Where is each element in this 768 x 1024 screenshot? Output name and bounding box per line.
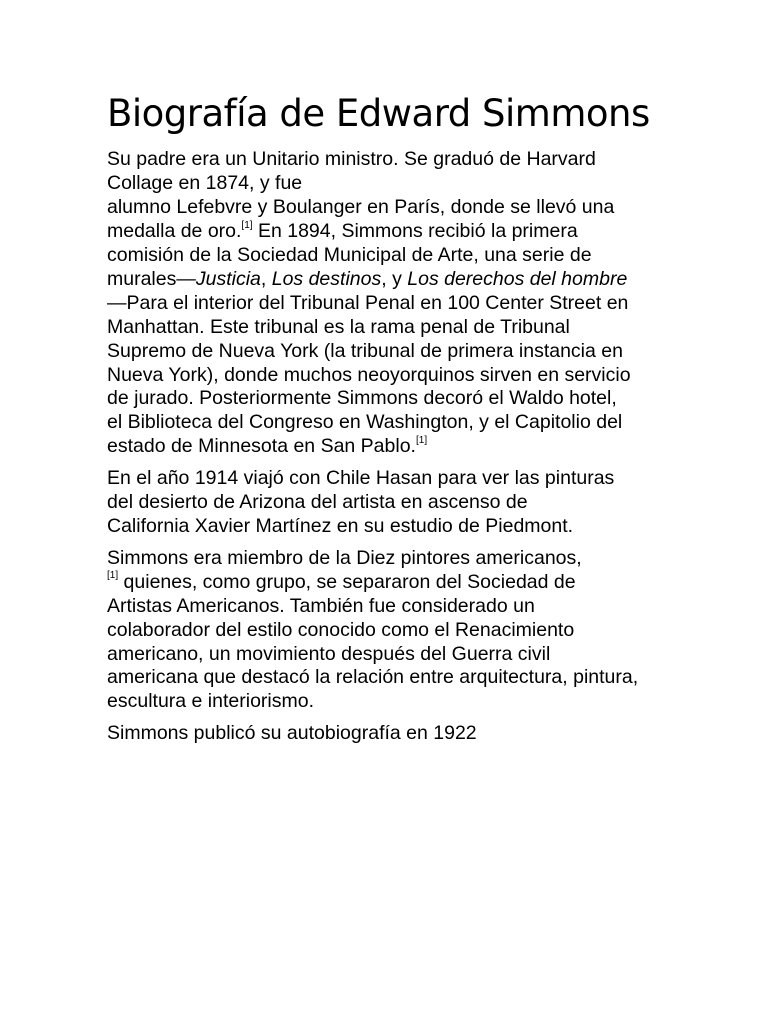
text-line: el Biblioteca del Congreso en Washington, y el Capitolio del bbox=[107, 411, 623, 434]
text-line: Supremo de Nueva York (la tribunal de primera instancia en bbox=[107, 339, 623, 362]
text-line: California Xavier Martínez en su estudio de Piedmont. bbox=[107, 514, 574, 537]
mural-title-derechos: Los derechos del hombre bbox=[407, 267, 628, 290]
text-line: alumno Lefebvre y Boulanger en París, donde se llevó una bbox=[107, 196, 615, 219]
text-line: comisión de la Sociedad Municipal de Arte, una serie de bbox=[107, 244, 592, 267]
citation-link[interactable]: [1] bbox=[241, 219, 253, 231]
text-line: Su padre era un Unitario ministro. Se graduó de Harvard bbox=[107, 148, 596, 171]
text-line: Simmons publicó su autobiografía en 1922 bbox=[107, 722, 477, 745]
text-line: americano, un movimiento después del Guerra civil bbox=[107, 642, 551, 665]
mural-title-justicia: Justicia bbox=[195, 267, 261, 290]
text-line: Nueva York), donde muchos neoyorquinos sirven en servicio bbox=[107, 363, 631, 386]
text-line: —Para el interior del Tribunal Penal en 100 Center Street en bbox=[107, 291, 629, 314]
text-line: En el año 1914 viajó con Chile Hasan para ver las pinturas bbox=[107, 467, 615, 490]
text-line: del desierto de Arizona del artista en ascenso de bbox=[107, 491, 528, 514]
paragraph-3 bbox=[107, 547, 662, 714]
text-line: escultura e interiorismo. bbox=[107, 690, 314, 713]
text-line bbox=[107, 220, 662, 244]
text-line: Artistas Americanos. También fue considerado un bbox=[107, 594, 535, 617]
paragraph-1 bbox=[107, 148, 662, 459]
mural-title-destinos: Los destinos bbox=[271, 267, 382, 290]
text-line: Simmons era miembro de la Diez pintores americanos, bbox=[107, 546, 582, 569]
text-run: , y bbox=[381, 267, 408, 290]
document-page bbox=[107, 92, 667, 754]
text-run: medalla de oro. bbox=[107, 220, 242, 243]
text-run: , bbox=[260, 267, 272, 290]
text-run: murales— bbox=[107, 267, 196, 290]
text-line bbox=[107, 435, 662, 459]
text-run: estado de Minnesota en San Pablo. bbox=[107, 435, 416, 458]
text-line bbox=[107, 571, 662, 595]
text-line: Manhattan. Este tribunal es la rama penal de Tribunal bbox=[107, 315, 570, 338]
paragraph-4 bbox=[107, 722, 662, 746]
text-line: de jurado. Posteriormente Simmons decoró el Waldo hotel, bbox=[107, 387, 617, 410]
text-line: Collage en 1874, y fue bbox=[107, 172, 303, 195]
text-line bbox=[107, 268, 662, 292]
text-line: americana que destacó la relación entre arquitectura, pintura, bbox=[107, 666, 639, 689]
text-run: En 1894, Simmons recibió la primera bbox=[252, 220, 578, 243]
citation-link[interactable]: [1] bbox=[415, 434, 428, 446]
citation-link[interactable]: [1] bbox=[107, 570, 119, 582]
page-title: Biografía de Edward Simmons bbox=[107, 92, 650, 135]
text-run: quienes, como grupo, se separaron del Sociedad de bbox=[118, 570, 576, 593]
text-line: colaborador del estilo conocido como el Renacimiento bbox=[107, 618, 575, 641]
paragraph-2 bbox=[107, 467, 662, 539]
